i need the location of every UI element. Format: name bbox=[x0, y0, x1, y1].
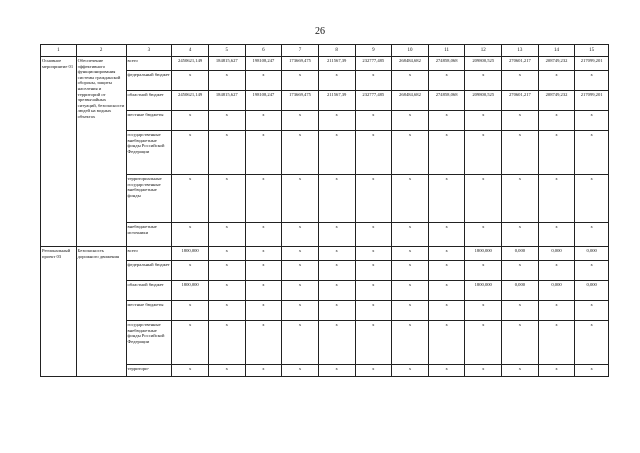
funding-source-cell: местные бюджеты bbox=[126, 111, 172, 131]
value-cell: х bbox=[392, 175, 429, 223]
value-cell: х bbox=[428, 247, 465, 261]
value-cell: х bbox=[282, 261, 319, 281]
value-cell: х bbox=[428, 365, 465, 377]
funding-source-cell: местные бюджеты bbox=[126, 301, 172, 321]
value-cell: х bbox=[282, 247, 319, 261]
value-cell: х bbox=[245, 71, 282, 91]
table-row bbox=[41, 321, 609, 365]
value-cell: 217099,201 bbox=[575, 91, 609, 111]
value-cell: х bbox=[575, 111, 609, 131]
event-type-cell: Основное мероприятие 01 bbox=[41, 57, 77, 247]
header-cell: 9 bbox=[355, 45, 392, 57]
value-cell: х bbox=[282, 131, 319, 175]
value-cell: х bbox=[465, 111, 502, 131]
value-cell: х bbox=[428, 321, 465, 365]
value-cell: х bbox=[575, 223, 609, 247]
value-cell: х bbox=[208, 261, 245, 281]
value-cell: х bbox=[392, 365, 429, 377]
value-cell: 232777,485 bbox=[355, 91, 392, 111]
value-cell: х bbox=[538, 223, 575, 247]
value-cell: х bbox=[245, 247, 282, 261]
value-cell: х bbox=[355, 223, 392, 247]
value-cell: х bbox=[282, 71, 319, 91]
header-cell: 5 bbox=[208, 45, 245, 57]
value-cell: х bbox=[208, 131, 245, 175]
value-cell: х bbox=[575, 321, 609, 365]
value-cell: х bbox=[465, 321, 502, 365]
value-cell: 184815,627 bbox=[208, 91, 245, 111]
header-cell: 13 bbox=[502, 45, 539, 57]
value-cell: 209800,525 bbox=[465, 57, 502, 71]
table-body bbox=[41, 45, 609, 377]
value-cell: х bbox=[355, 71, 392, 91]
value-cell: х bbox=[172, 223, 209, 247]
value-cell: х bbox=[502, 261, 539, 281]
value-cell: 0,000 bbox=[502, 281, 539, 301]
value-cell: х bbox=[392, 321, 429, 365]
value-cell: х bbox=[392, 71, 429, 91]
value-cell: х bbox=[282, 365, 319, 377]
value-cell: 1800,000 bbox=[172, 281, 209, 301]
value-cell: х bbox=[208, 175, 245, 223]
value-cell: х bbox=[392, 301, 429, 321]
value-cell: х bbox=[428, 111, 465, 131]
value-cell: х bbox=[392, 223, 429, 247]
value-cell: 232777,485 bbox=[355, 57, 392, 71]
value-cell: х bbox=[245, 365, 282, 377]
value-cell: х bbox=[282, 223, 319, 247]
value-cell: х bbox=[392, 111, 429, 131]
value-cell: 1800,000 bbox=[465, 247, 502, 261]
value-cell: 217099,201 bbox=[575, 57, 609, 71]
value-cell: х bbox=[318, 71, 355, 91]
value-cell: х bbox=[392, 131, 429, 175]
value-cell: х bbox=[575, 301, 609, 321]
value-cell: х bbox=[502, 365, 539, 377]
value-cell: х bbox=[538, 365, 575, 377]
value-cell: х bbox=[428, 223, 465, 247]
value-cell: х bbox=[502, 301, 539, 321]
table-row bbox=[41, 365, 609, 377]
value-cell: 1800,000 bbox=[465, 281, 502, 301]
value-cell: 184815,627 bbox=[208, 57, 245, 71]
value-cell: х bbox=[318, 261, 355, 281]
value-cell: х bbox=[208, 281, 245, 301]
value-cell: х bbox=[575, 71, 609, 91]
value-cell: х bbox=[392, 281, 429, 301]
value-cell: х bbox=[208, 365, 245, 377]
table-row bbox=[41, 111, 609, 131]
value-cell: 198108,247 bbox=[245, 57, 282, 71]
value-cell: х bbox=[208, 111, 245, 131]
value-cell: х bbox=[282, 111, 319, 131]
value-cell: 0,000 bbox=[538, 281, 575, 301]
table-row bbox=[41, 223, 609, 247]
table-row bbox=[41, 131, 609, 175]
value-cell: 173669,475 bbox=[282, 91, 319, 111]
value-cell: х bbox=[465, 301, 502, 321]
value-cell: 1800,000 bbox=[172, 247, 209, 261]
value-cell: х bbox=[318, 247, 355, 261]
value-cell: х bbox=[245, 223, 282, 247]
value-cell: х bbox=[318, 365, 355, 377]
value-cell: х bbox=[208, 301, 245, 321]
value-cell: х bbox=[245, 131, 282, 175]
funding-source-cell: всего bbox=[126, 57, 172, 71]
value-cell: х bbox=[245, 261, 282, 281]
header-cell: 14 bbox=[538, 45, 575, 57]
value-cell: х bbox=[318, 111, 355, 131]
value-cell: 211567,39 bbox=[318, 91, 355, 111]
value-cell: х bbox=[318, 175, 355, 223]
value-cell: х bbox=[575, 365, 609, 377]
value-cell: х bbox=[428, 71, 465, 91]
header-cell: 7 bbox=[282, 45, 319, 57]
value-cell: х bbox=[172, 301, 209, 321]
value-cell: х bbox=[502, 223, 539, 247]
value-cell: х bbox=[428, 261, 465, 281]
funding-source-cell: территориальные государственные внебюджетные фонды bbox=[126, 175, 172, 223]
value-cell: х bbox=[538, 261, 575, 281]
funding-source-cell: федеральный бюджет bbox=[126, 261, 172, 281]
value-cell: 0,000 bbox=[502, 247, 539, 261]
value-cell: 0,000 bbox=[575, 281, 609, 301]
funding-source-cell: территори- bbox=[126, 365, 172, 377]
value-cell: х bbox=[245, 281, 282, 301]
value-cell: х bbox=[355, 301, 392, 321]
value-cell: х bbox=[502, 71, 539, 91]
event-name-cell: Безопасность дорожного движения bbox=[76, 247, 126, 377]
header-cell: 11 bbox=[428, 45, 465, 57]
table-row bbox=[41, 175, 609, 223]
value-cell: х bbox=[318, 301, 355, 321]
value-cell: х bbox=[282, 175, 319, 223]
value-cell: 2450621,149 bbox=[172, 91, 209, 111]
value-cell: х bbox=[538, 175, 575, 223]
header-cell: 4 bbox=[172, 45, 209, 57]
value-cell: 198108,247 bbox=[245, 91, 282, 111]
value-cell: 268484,682 bbox=[392, 91, 429, 111]
value-cell: х bbox=[355, 281, 392, 301]
value-cell: х bbox=[538, 131, 575, 175]
table-row bbox=[41, 57, 609, 71]
value-cell: х bbox=[428, 281, 465, 301]
value-cell: х bbox=[318, 321, 355, 365]
funding-source-cell: областной бюджет bbox=[126, 281, 172, 301]
value-cell: х bbox=[502, 321, 539, 365]
page-number: 26 bbox=[315, 26, 325, 37]
value-cell: х bbox=[538, 321, 575, 365]
value-cell: х bbox=[575, 131, 609, 175]
value-cell: х bbox=[318, 223, 355, 247]
value-cell: х bbox=[208, 223, 245, 247]
value-cell: х bbox=[392, 247, 429, 261]
value-cell: х bbox=[172, 71, 209, 91]
value-cell: 2450621,149 bbox=[172, 57, 209, 71]
value-cell: х bbox=[465, 223, 502, 247]
header-cell: 3 bbox=[126, 45, 172, 57]
table-row bbox=[41, 281, 609, 301]
value-cell: х bbox=[245, 111, 282, 131]
value-cell: 0,000 bbox=[575, 247, 609, 261]
value-cell: х bbox=[245, 175, 282, 223]
value-cell: х bbox=[282, 281, 319, 301]
value-cell: х bbox=[538, 71, 575, 91]
value-cell: х bbox=[465, 175, 502, 223]
value-cell: х bbox=[502, 131, 539, 175]
header-cell: 2 bbox=[76, 45, 126, 57]
value-cell: х bbox=[318, 131, 355, 175]
value-cell: х bbox=[355, 365, 392, 377]
value-cell: х bbox=[502, 111, 539, 131]
value-cell: х bbox=[575, 175, 609, 223]
value-cell: 173669,475 bbox=[282, 57, 319, 71]
header-row bbox=[41, 45, 609, 57]
value-cell: 268484,682 bbox=[392, 57, 429, 71]
budget-table bbox=[40, 44, 609, 377]
value-cell: х bbox=[355, 111, 392, 131]
value-cell: 270601,217 bbox=[502, 57, 539, 71]
funding-source-cell: всего bbox=[126, 247, 172, 261]
table-row bbox=[41, 71, 609, 91]
value-cell: х bbox=[355, 131, 392, 175]
value-cell: х bbox=[465, 131, 502, 175]
value-cell: 274858,068 bbox=[428, 91, 465, 111]
header-cell: 1 bbox=[41, 45, 77, 57]
table-row bbox=[41, 301, 609, 321]
header-cell: 15 bbox=[575, 45, 609, 57]
value-cell: х bbox=[575, 261, 609, 281]
value-cell: х bbox=[208, 321, 245, 365]
value-cell: 208749,232 bbox=[538, 57, 575, 71]
value-cell: х bbox=[208, 247, 245, 261]
funding-source-cell: государственные внебюджетные фонды Российской Федерации bbox=[126, 131, 172, 175]
value-cell: 211567,39 bbox=[318, 57, 355, 71]
value-cell: 209800,525 bbox=[465, 91, 502, 111]
value-cell: х bbox=[428, 301, 465, 321]
value-cell: х bbox=[245, 321, 282, 365]
value-cell: х bbox=[465, 261, 502, 281]
value-cell: х bbox=[502, 175, 539, 223]
table-row bbox=[41, 247, 609, 261]
value-cell: 274858,068 bbox=[428, 57, 465, 71]
value-cell: х bbox=[172, 175, 209, 223]
value-cell: х bbox=[172, 365, 209, 377]
header-cell: 10 bbox=[392, 45, 429, 57]
value-cell: х bbox=[538, 111, 575, 131]
funding-source-cell: областной бюджет bbox=[126, 91, 172, 111]
table-row bbox=[41, 261, 609, 281]
event-name-cell: Обеспечение эффективного функционирования системы гражданской обороны, защиты населения и территорий от чрезвычайных ситуаций, безопасности людей на водных объектах bbox=[76, 57, 126, 247]
value-cell: х bbox=[282, 301, 319, 321]
header-cell: 12 bbox=[465, 45, 502, 57]
value-cell: х bbox=[428, 131, 465, 175]
value-cell: х bbox=[245, 301, 282, 321]
value-cell: х bbox=[355, 261, 392, 281]
value-cell: х bbox=[318, 281, 355, 301]
value-cell: х bbox=[355, 247, 392, 261]
header-cell: 8 bbox=[318, 45, 355, 57]
event-type-cell: Региональный проект 03 bbox=[41, 247, 77, 377]
value-cell: 208749,232 bbox=[538, 91, 575, 111]
funding-source-cell: внебюджетные источники bbox=[126, 223, 172, 247]
table-row bbox=[41, 91, 609, 111]
value-cell: х bbox=[355, 321, 392, 365]
value-cell: х bbox=[355, 175, 392, 223]
header-cell: 6 bbox=[245, 45, 282, 57]
value-cell: х bbox=[172, 131, 209, 175]
value-cell: 270601,217 bbox=[502, 91, 539, 111]
value-cell: х bbox=[172, 321, 209, 365]
value-cell: х bbox=[172, 111, 209, 131]
value-cell: х bbox=[282, 321, 319, 365]
value-cell: 0,000 bbox=[538, 247, 575, 261]
value-cell: х bbox=[465, 365, 502, 377]
value-cell: х bbox=[172, 261, 209, 281]
value-cell: х bbox=[392, 261, 429, 281]
value-cell: х bbox=[465, 71, 502, 91]
funding-source-cell: государственные внебюджетные фонды Российской Федерации bbox=[126, 321, 172, 365]
value-cell: х bbox=[538, 301, 575, 321]
funding-source-cell: федеральный бюджет bbox=[126, 71, 172, 91]
value-cell: х bbox=[208, 71, 245, 91]
value-cell: х bbox=[428, 175, 465, 223]
